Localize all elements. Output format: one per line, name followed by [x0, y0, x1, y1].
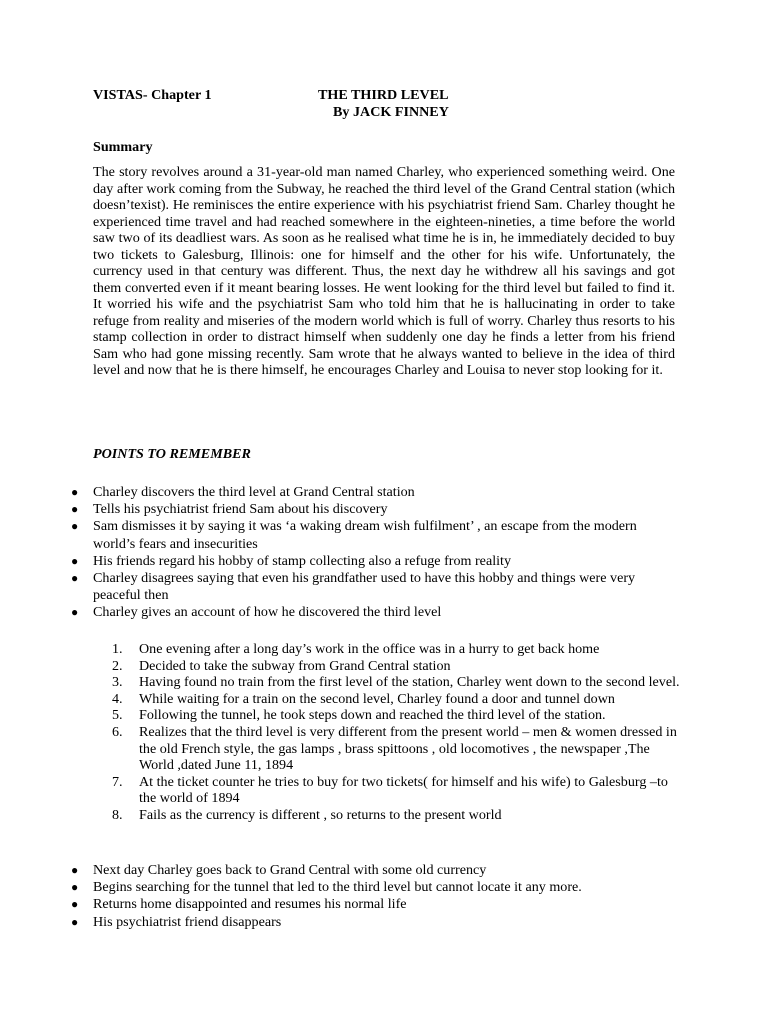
list-item-text: Sam dismisses it by saying it was ‘a waking dream wish fulfilment’ , an escape from the modern world’s fears and insecurities: [93, 518, 637, 552]
item-number: 3.: [112, 674, 123, 691]
bullet-icon: ●: [71, 485, 79, 499]
numbered-item: [112, 674, 682, 691]
numbered-item-text: Having found no train from the first level of the station, Charley went down to the second level.: [139, 674, 680, 691]
list-item-text: Returns home disappointed and resumes his normal life: [93, 896, 407, 913]
numbered-item: [112, 658, 682, 675]
item-number: 5.: [112, 707, 123, 724]
item-number: 6.: [112, 723, 123, 740]
bullet-icon: ●: [71, 880, 79, 895]
item-number: 4.: [112, 690, 123, 707]
list-item: [71, 862, 671, 879]
list-item-text: Next day Charley goes back to Grand Central with some old currency: [93, 862, 487, 878]
list-item: [71, 484, 671, 501]
numbered-list: [112, 641, 682, 824]
list-item: [71, 604, 671, 621]
list-item: [71, 518, 671, 552]
list-item: [71, 570, 671, 604]
numbered-item-text: One evening after a long day’s work in the office was in a hurry to get back home: [139, 641, 600, 657]
numbered-item-text: Realizes that the third level is very different from the present world – men & women dressed in the old French style, the gas lamps , brass spittoons , old locomotives , the newspaper ,The World ,dated June 11, 1894: [139, 723, 677, 774]
bullet-icon: ●: [71, 519, 79, 534]
list-item: [71, 501, 671, 518]
list-item-text: Tells his psychiatrist friend Sam about his discovery: [93, 501, 388, 518]
item-number: 1.: [112, 641, 123, 657]
list-item-text: Charley discovers the third level at Grand Central station: [93, 484, 415, 500]
story-title: THE THIRD LEVEL: [318, 87, 449, 103]
item-number: 2.: [112, 657, 123, 674]
bullet-icon: ●: [71, 863, 79, 877]
numbered-item: [112, 707, 682, 724]
numbered-item-text: Fails as the currency is different , so returns to the present world: [139, 806, 502, 823]
bullet-icon: ●: [71, 571, 79, 586]
list-item-text: Begins searching for the tunnel that led to the third level but cannot locate it any more.: [93, 879, 582, 896]
list-item: [71, 553, 671, 570]
list-item: [71, 879, 671, 896]
bullet-icon: ●: [71, 897, 79, 912]
numbered-item: [112, 724, 682, 774]
summary-heading: Summary: [93, 139, 153, 155]
numbered-item-text: Decided to take the subway from Grand Central station: [139, 657, 451, 674]
story-author: By JACK FINNEY: [333, 104, 449, 120]
list-item-text: His psychiatrist friend disappears: [93, 913, 282, 930]
bullet-list-first: [71, 484, 671, 622]
bullet-icon: ●: [71, 605, 79, 620]
list-item-text: His friends regard his hobby of stamp collecting also a refuge from reality: [93, 552, 511, 569]
numbered-item: [112, 641, 682, 658]
list-item: [71, 914, 671, 931]
summary-paragraph: The story revolves around a 31-year-old man named Charley, who experienced something weird. One day after work coming from the Subway, he reached the third level of the Grand Central station (which doesn’texist). He reminisces the entire experience with his psychiatrist friend Sam. Charley thought he experienced time travel and had reached somewhere in the eighteen-nineties, a time before the world saw two of its deadliest wars. As soon as he realised what time he is in, he immediately decided to buy two tickets to Galesburg, Illinois: one for himself and the other for his wife. Unfortunately, the currency used in that century was different. Thus, the next day he withdrew all his savings and got them converted even if it meant bearing losses. He went looking for the third level but failed to find it. It worried his wife and the psychiatrist Sam who told him that he is hallucinating in order to take refuge from reality and miseries of the modern world which is full of worry. Charley thus resorts to his stamp collection in order to distract himself when suddenly one day he finds a letter from his friend Sam who had gone missing recently. Sam wrote that he always wanted to believe in the idea of third level and now that he is there himself, he encourages Charley and Louisa to never stop looking for it.: [93, 164, 675, 378]
numbered-item: [112, 774, 682, 807]
bullet-list-second: [71, 862, 671, 931]
item-number: 7.: [112, 773, 123, 790]
bullet-icon: ●: [71, 502, 79, 517]
chapter-label: VISTAS- Chapter 1: [93, 87, 212, 103]
numbered-item: [112, 691, 682, 708]
list-item: [71, 896, 671, 913]
numbered-item-text: Following the tunnel, he took steps down and reached the third level of the station.: [139, 707, 606, 724]
numbered-item: [112, 807, 682, 824]
numbered-item-text: While waiting for a train on the second level, Charley found a door and tunnel down: [139, 690, 615, 707]
list-item-text: Charley gives an account of how he discovered the third level: [93, 604, 442, 621]
bullet-icon: ●: [71, 553, 79, 568]
bullet-icon: ●: [71, 914, 79, 929]
numbered-item-text: At the ticket counter he tries to buy for two tickets( for himself and his wife) to Galesburg –to the world of 1894: [139, 773, 668, 807]
list-item-text: Charley disagrees saying that even his grandfather used to have this hobby and things were very peaceful then: [93, 570, 636, 604]
points-heading: POINTS TO REMEMBER: [93, 446, 251, 462]
item-number: 8.: [112, 806, 123, 823]
